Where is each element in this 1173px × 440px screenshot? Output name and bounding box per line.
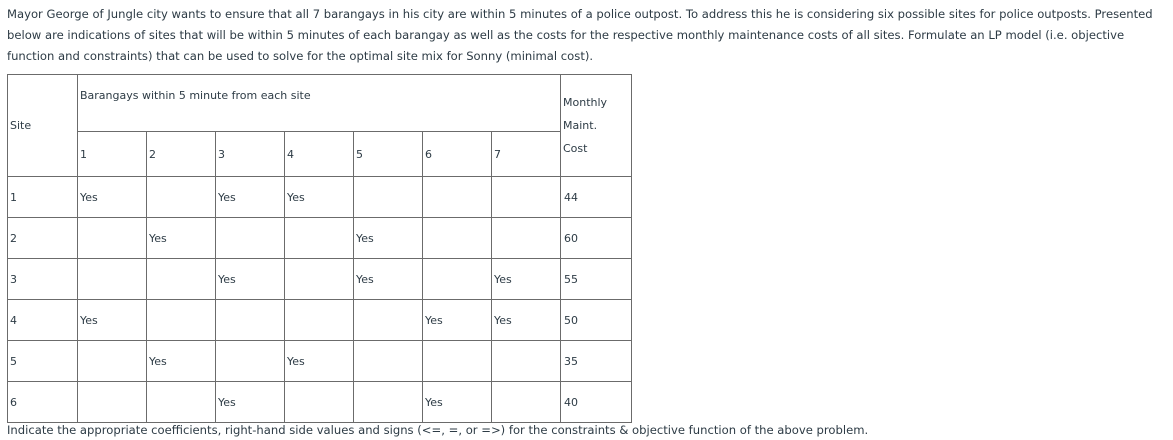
table-row: [8, 341, 632, 382]
barangay-header: 6: [423, 132, 492, 177]
site-cell: 3: [8, 259, 78, 300]
coverage-cell: [216, 341, 285, 382]
coverage-cell: [78, 259, 147, 300]
site-coverage-table: [7, 74, 632, 423]
barangay-header: 3: [216, 132, 285, 177]
coverage-cell: [285, 259, 354, 300]
coverage-cell: [423, 341, 492, 382]
coverage-cell: [354, 341, 423, 382]
coverage-cell: Yes: [492, 259, 561, 300]
coverage-cell: Yes: [423, 382, 492, 423]
coverage-cell: [354, 300, 423, 341]
header-row-barangays: [8, 132, 632, 177]
coverage-cell: Yes: [216, 259, 285, 300]
cost-cell: 60: [561, 218, 632, 259]
site-cell: 6: [8, 382, 78, 423]
coverage-cell: Yes: [285, 177, 354, 218]
coverage-cell: [285, 300, 354, 341]
coverage-cell: Yes: [285, 341, 354, 382]
maint-header-line: Maint.: [563, 119, 598, 132]
coverage-cell: [354, 382, 423, 423]
coverage-cell: [147, 259, 216, 300]
cost-cell: 50: [561, 300, 632, 341]
coverage-cell: [78, 218, 147, 259]
barangay-group-header: Barangays within 5 minute from each site: [78, 75, 561, 132]
header-row-top: [8, 75, 632, 132]
coverage-cell: [423, 218, 492, 259]
barangay-header: 2: [147, 132, 216, 177]
barangay-header: 7: [492, 132, 561, 177]
coverage-cell: [492, 177, 561, 218]
instructions-text: Indicate the appropriate coefficients, right-hand side values and signs (<=, =, or =>) for the constraints & objective function of the above problem.: [7, 423, 869, 437]
cost-cell: 44: [561, 177, 632, 218]
coverage-cell: Yes: [147, 218, 216, 259]
coverage-cell: [78, 341, 147, 382]
coverage-cell: [492, 382, 561, 423]
table-row: [8, 259, 632, 300]
coverage-cell: [147, 300, 216, 341]
coverage-cell: Yes: [147, 341, 216, 382]
coverage-cell: [492, 218, 561, 259]
coverage-cell: [78, 382, 147, 423]
site-cell: 2: [8, 218, 78, 259]
site-cell: 5: [8, 341, 78, 382]
coverage-cell: [423, 259, 492, 300]
cost-cell: 40: [561, 382, 632, 423]
cost-cell: 35: [561, 341, 632, 382]
coverage-cell: Yes: [78, 300, 147, 341]
site-cell: 4: [8, 300, 78, 341]
coverage-cell: [285, 218, 354, 259]
coverage-cell: [354, 177, 423, 218]
maint-cost-header: [561, 75, 632, 177]
coverage-cell: [147, 177, 216, 218]
coverage-cell: [216, 300, 285, 341]
coverage-cell: Yes: [354, 259, 423, 300]
coverage-cell: Yes: [492, 300, 561, 341]
table-row: [8, 300, 632, 341]
table-row: [8, 218, 632, 259]
site-cell: 1: [8, 177, 78, 218]
cost-cell: 55: [561, 259, 632, 300]
barangay-header: 1: [78, 132, 147, 177]
coverage-cell: [147, 382, 216, 423]
coverage-cell: [285, 382, 354, 423]
coverage-cell: [423, 177, 492, 218]
maint-header-line: Cost: [563, 142, 588, 155]
coverage-cell: [492, 341, 561, 382]
table-row: [8, 177, 632, 218]
problem-statement: Mayor George of Jungle city wants to ensure that all 7 barangays in his city are within 5 minutes of a police outpost. To address this he is considering six possible sites for police outposts. Presented below are indications of sites that will be within 5 minutes of each barangay as well as the costs for the respective monthly maintenance costs of all sites. Formulate an LP model (i.e. objective function and constraints) that can be used to solve for the optimal site mix for Sonny (minimal cost).: [7, 7, 1153, 63]
barangay-header: 4: [285, 132, 354, 177]
coverage-cell: Yes: [78, 177, 147, 218]
site-header: Site: [8, 75, 78, 177]
maint-header-line: Monthly: [563, 96, 608, 109]
coverage-cell: Yes: [216, 382, 285, 423]
barangay-header: 5: [354, 132, 423, 177]
coverage-cell: [216, 218, 285, 259]
coverage-cell: Yes: [354, 218, 423, 259]
coverage-cell: Yes: [423, 300, 492, 341]
coverage-cell: Yes: [216, 177, 285, 218]
table-row: [8, 382, 632, 423]
